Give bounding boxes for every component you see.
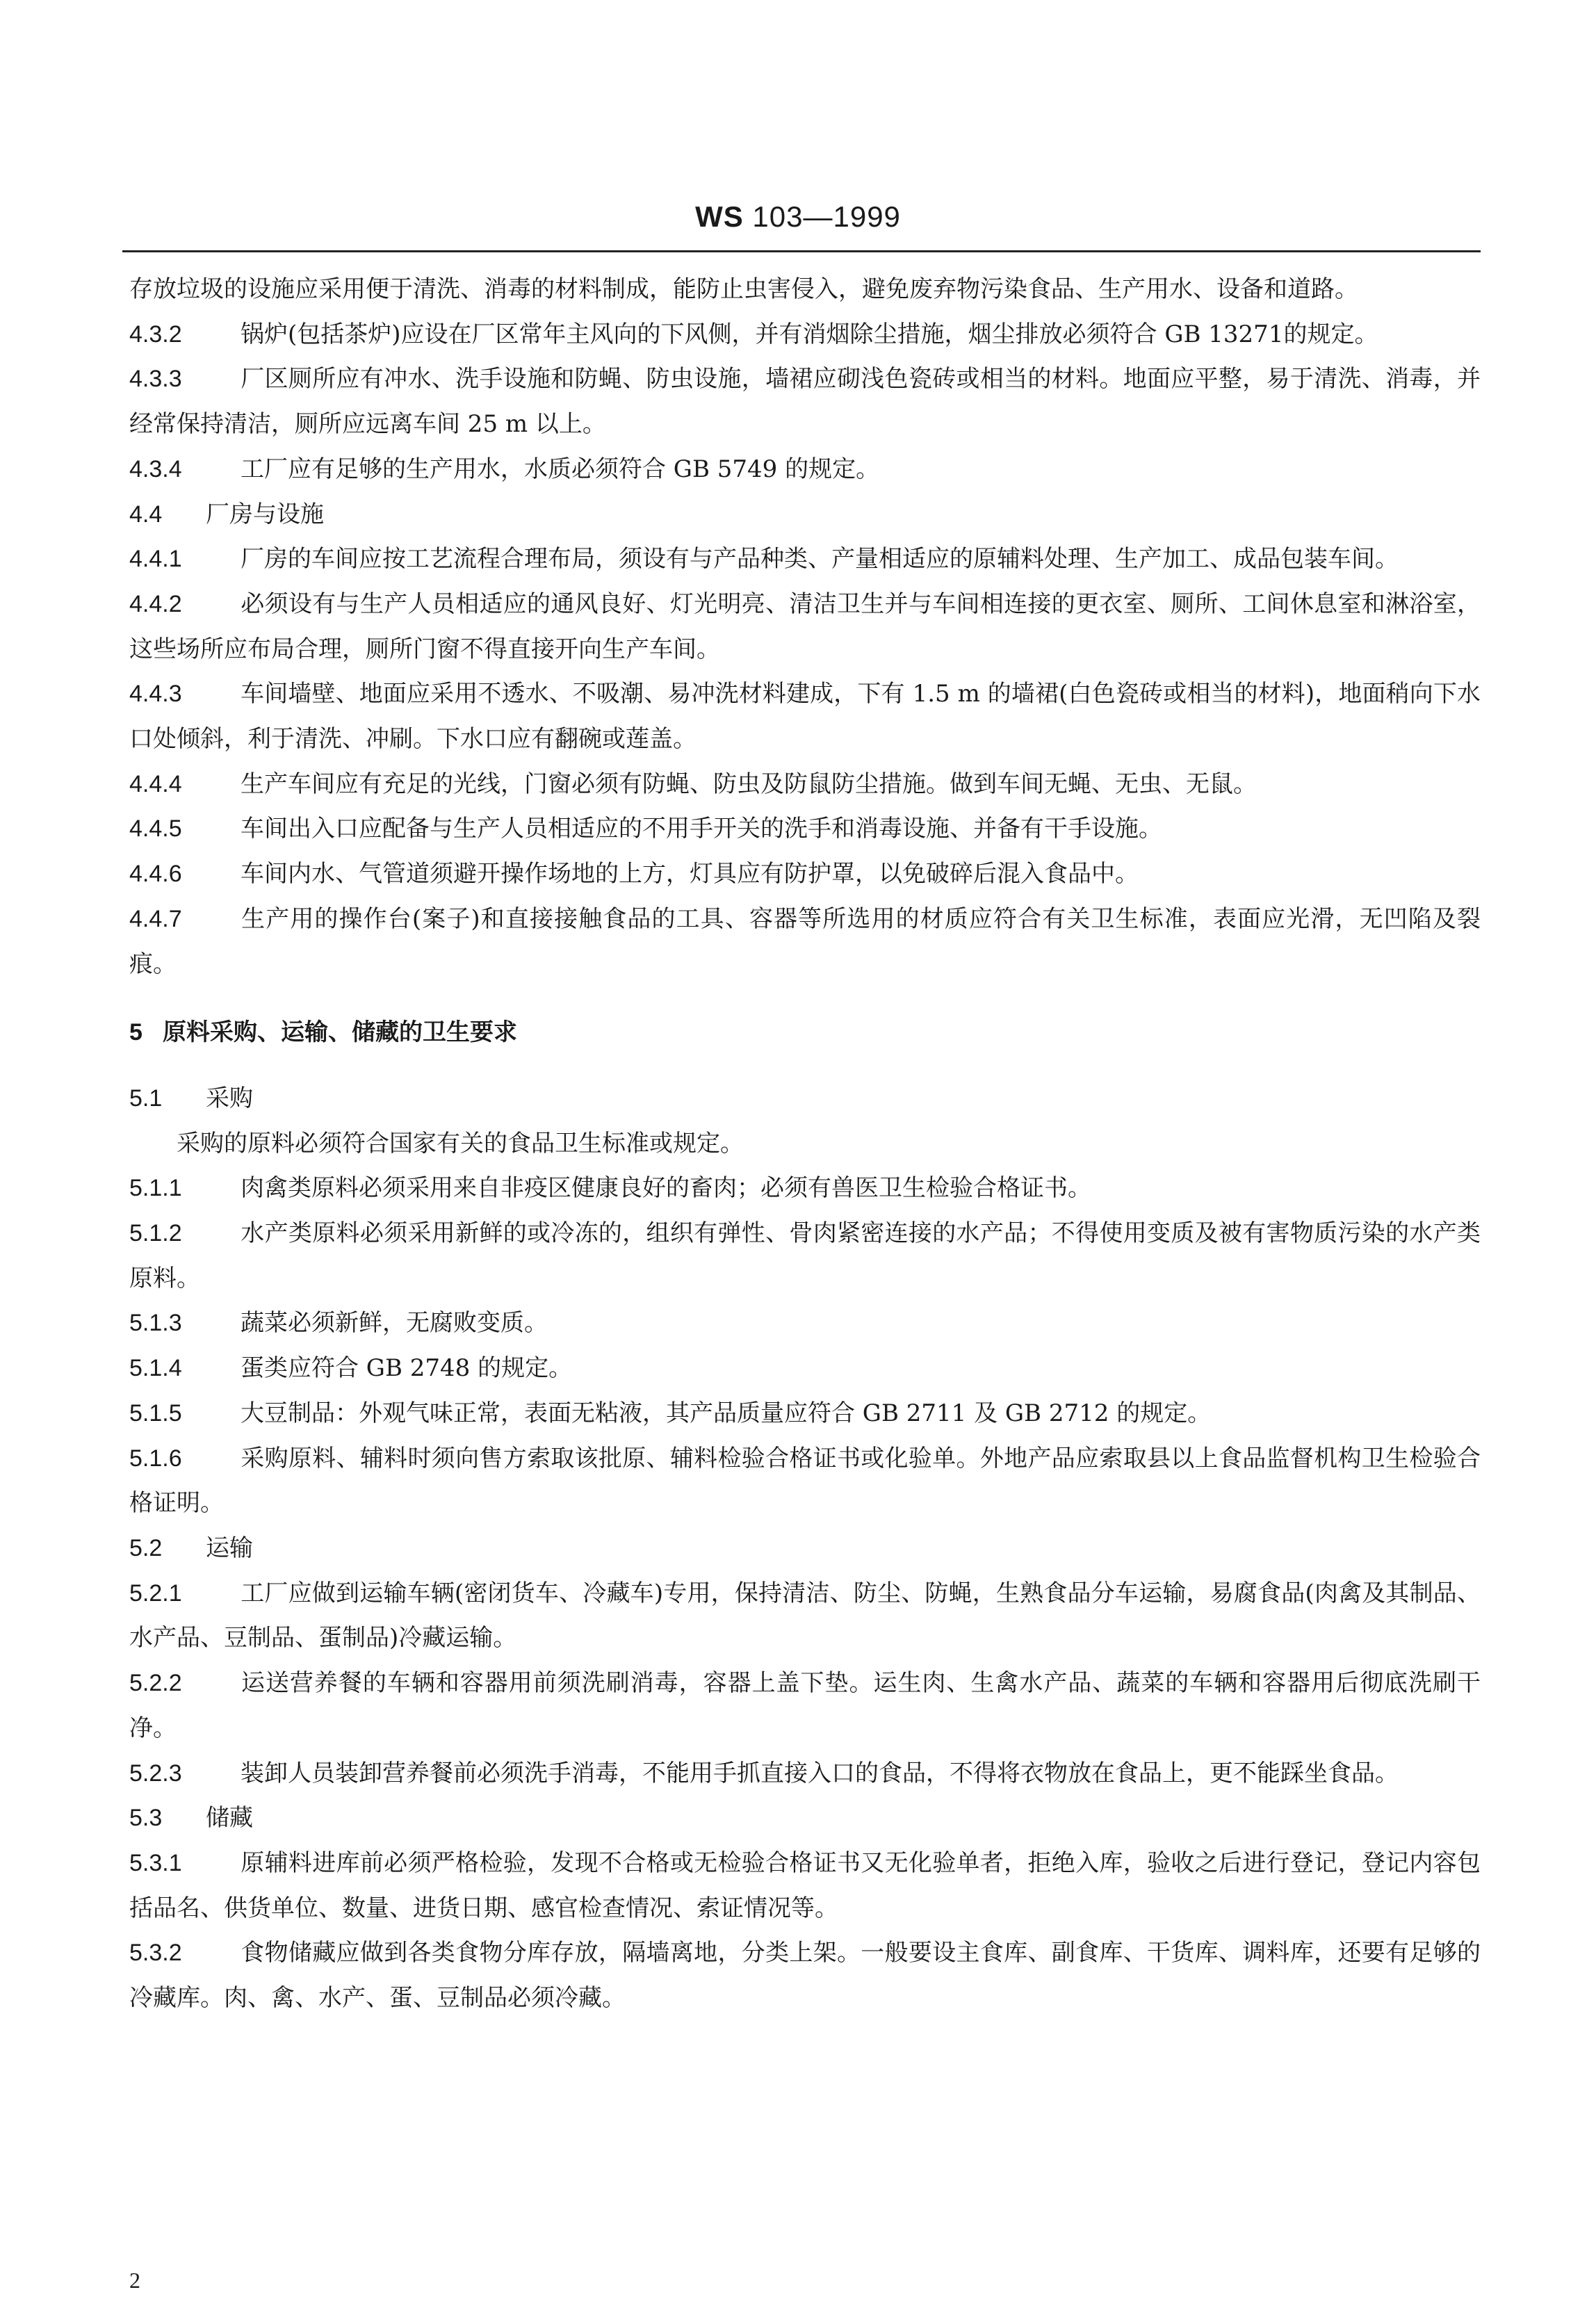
clause-number: 4.4.6 xyxy=(129,861,182,888)
clause-number: 5.1.6 xyxy=(129,1445,182,1472)
clause-text: 肉禽类原料必须采用来自非疫区健康良好的畜肉；必须有兽医卫生检验合格证书。 xyxy=(241,1174,1091,1203)
clause-number: 5.1.1 xyxy=(129,1175,182,1202)
clause-number: 5.3.2 xyxy=(129,1940,182,1967)
clause-text: 车间出入口应配备与生产人员相适应的不用手开关的洗手和消毒设施、并备有干手设施。 xyxy=(241,815,1162,843)
clause-paragraph xyxy=(129,806,1481,852)
clause-paragraph xyxy=(129,582,1481,672)
clause-text: 车间墙壁、地面应采用不透水、不吸潮、易冲洗材料建成，下有 1.5 m 的墙裙(白色瓷砖或相当的材料)，地面稍向下水口处倾斜，利于清洗、冲刷。下水口应有翻碗或莲盖。 xyxy=(129,680,1481,754)
clause-number: 4.4.5 xyxy=(129,815,182,843)
clause-paragraph xyxy=(129,1436,1481,1526)
clause-number: 5.1.4 xyxy=(129,1355,182,1382)
clause-text: 采购 xyxy=(206,1084,253,1112)
clause-paragraph xyxy=(129,1301,1481,1346)
clause-paragraph xyxy=(129,1346,1481,1391)
clause-paragraph xyxy=(129,357,1481,446)
clause-number: 5.2.2 xyxy=(129,1670,182,1697)
clause-text: 锅炉(包括茶炉)应设在厂区常年主风向的下风侧，并有消烟除尘措施，烟尘排放必须符合 GB 13271的规定。 xyxy=(241,320,1378,348)
clause-text: 厂区厕所应有冲水、洗手设施和防蝇、防虫设施，墙裙应砌浅色瓷砖或相当的材料。地面应平整，易于清洗、消毒，并经常保持清洁，厕所应远离车间 25 m 以上。 xyxy=(129,365,1481,439)
clause-number: 4.3.2 xyxy=(129,320,182,348)
clause-paragraph xyxy=(129,1841,1481,1931)
clause-paragraph xyxy=(129,312,1481,357)
standard-prefix: WS xyxy=(695,200,744,233)
clause-text: 储藏 xyxy=(206,1804,253,1833)
page-number: 2 xyxy=(129,2268,140,2293)
subsection-heading xyxy=(129,1526,1481,1571)
standard-code: 103—1999 xyxy=(752,200,901,233)
clause-paragraph xyxy=(129,1751,1481,1796)
clause-text: 存放垃圾的设施应采用便于清洗、消毒的材料制成，能防止虫害侵入，避免废弃物污染食品、生产用水、设备和道路。 xyxy=(129,275,1358,303)
clause-paragraph xyxy=(129,537,1481,582)
clause-text: 车间内水、气管道须避开操作场地的上方，灯具应有防护罩，以免破碎后混入食品中。 xyxy=(241,860,1139,888)
clause-number: 4.4.3 xyxy=(129,681,182,708)
clause-number: 4.4.2 xyxy=(129,590,182,617)
clause-paragraph xyxy=(129,1166,1481,1211)
clause-text: 厂房与设施 xyxy=(206,500,324,528)
clause-number: 4.4.7 xyxy=(129,905,182,932)
subsection-heading xyxy=(129,1076,1481,1121)
body-paragraph xyxy=(129,1121,1481,1167)
clause-number: 5.2.3 xyxy=(129,1760,182,1787)
clause-text: 工厂应有足够的生产用水，水质必须符合 GB 5749 的规定。 xyxy=(241,455,880,483)
clause-text: 生产车间应有充足的光线，门窗必须有防蝇、防虫及防鼠防尘措施。做到车间无蝇、无虫、无鼠。 xyxy=(241,770,1257,798)
clause-text: 运送营养餐的车辆和容器用前须洗刷消毒，容器上盖下垫。运生肉、生禽水产品、蔬菜的车辆和容器用后彻底洗刷干净。 xyxy=(129,1669,1481,1742)
clause-number: 5.1.5 xyxy=(129,1399,182,1427)
clause-paragraph xyxy=(129,1391,1481,1436)
clause-number: 5.2 xyxy=(129,1534,163,1561)
clause-paragraph xyxy=(129,897,1481,986)
clause-text: 食物储藏应做到各类食物分库存放，隔墙离地，分类上架。一般要设主食库、副食库、干货库、调料库，还要有足够的冷藏库。肉、禽、水产、蛋、豆制品必须冷藏。 xyxy=(129,1939,1481,2013)
section-heading xyxy=(129,1010,1481,1055)
clause-text: 采购的原料必须符合国家有关的食品卫生标准或规定。 xyxy=(177,1129,744,1157)
clause-paragraph xyxy=(129,1661,1481,1750)
clause-text: 水产类原料必须采用新鲜的或冷冻的，组织有弹性、骨肉紧密连接的水产品；不得使用变质及被有害物质污染的水产类原料。 xyxy=(129,1219,1481,1292)
clause-number: 4.3.4 xyxy=(129,455,182,482)
clause-number: 5 xyxy=(129,1019,142,1046)
document-body xyxy=(129,267,1481,2021)
clause-paragraph xyxy=(129,1211,1481,1301)
clause-number: 4.4.4 xyxy=(129,770,182,797)
clause-paragraph xyxy=(129,762,1481,807)
clause-text: 工厂应做到运输车辆(密闭货车、冷藏车)专用，保持清洁、防尘、防蝇，生熟食品分车运输，易腐食品(肉禽及其制品、水产品、豆制品、蛋制品)冷藏运输。 xyxy=(129,1579,1481,1652)
clause-text: 蛋类应符合 GB 2748 的规定。 xyxy=(241,1354,573,1383)
clause-number: 5.2.1 xyxy=(129,1579,182,1607)
clause-paragraph xyxy=(129,1931,1481,2020)
body-paragraph xyxy=(129,267,1481,312)
clause-paragraph xyxy=(129,1571,1481,1661)
clause-text: 装卸人员装卸营养餐前必须洗手消毒，不能用手抓直接入口的食品，不得将衣物放在食品上，更不能踩坐食品。 xyxy=(241,1759,1399,1787)
clause-number: 5.3 xyxy=(129,1805,163,1832)
subsection-heading xyxy=(129,492,1481,537)
clause-text: 采购原料、辅料时须向售方索取该批原、辅料检验合格证书或化验单。外地产品应索取县以上食品监督机构卫生检验合格证明。 xyxy=(129,1444,1481,1518)
clause-number: 5.3.1 xyxy=(129,1849,182,1876)
document-header xyxy=(0,200,1596,234)
header-rule xyxy=(122,250,1481,252)
subsection-heading xyxy=(129,1796,1481,1841)
clause-number: 5.1.2 xyxy=(129,1220,182,1247)
clause-paragraph xyxy=(129,447,1481,492)
clause-text: 必须设有与生产人员相适应的通风良好、灯光明亮、清洁卫生并与车间相连接的更衣室、厕所、工间休息室和淋浴室，这些场所应布局合理，厕所门窗不得直接开向生产车间。 xyxy=(129,590,1481,663)
clause-number: 5.1 xyxy=(129,1084,163,1112)
clause-text: 原料采购、运输、储藏的卫生要求 xyxy=(163,1018,517,1047)
clause-paragraph xyxy=(129,852,1481,897)
clause-text: 原辅料进库前必须严格检验，发现不合格或无检验合格证书又无化验单者，拒绝入库，验收之后进行登记，登记内容包括品名、供货单位、数量、进货日期、感官检查情况、索证情况等。 xyxy=(129,1848,1481,1922)
clause-number: 5.1.3 xyxy=(129,1310,182,1337)
clause-text: 蔬菜必须新鲜，无腐败变质。 xyxy=(241,1309,548,1338)
clause-text: 大豆制品：外观气味正常，表面无粘液，其产品质量应符合 GB 2711 及 GB 2712 的规定。 xyxy=(241,1399,1212,1427)
clause-text: 运输 xyxy=(206,1534,253,1562)
clause-paragraph xyxy=(129,672,1481,761)
clause-number: 4.4 xyxy=(129,501,163,528)
clause-text: 生产用的操作台(案子)和直接接触食品的工具、容器等所选用的材质应符合有关卫生标准，表面应光滑，无凹陷及裂痕。 xyxy=(129,904,1481,978)
clause-number: 4.4.1 xyxy=(129,546,182,573)
clause-number: 4.3.3 xyxy=(129,366,182,393)
clause-text: 厂房的车间应按工艺流程合理布局，须设有与产品种类、产量相适应的原辅料处理、生产加工、成品包装车间。 xyxy=(241,545,1399,574)
